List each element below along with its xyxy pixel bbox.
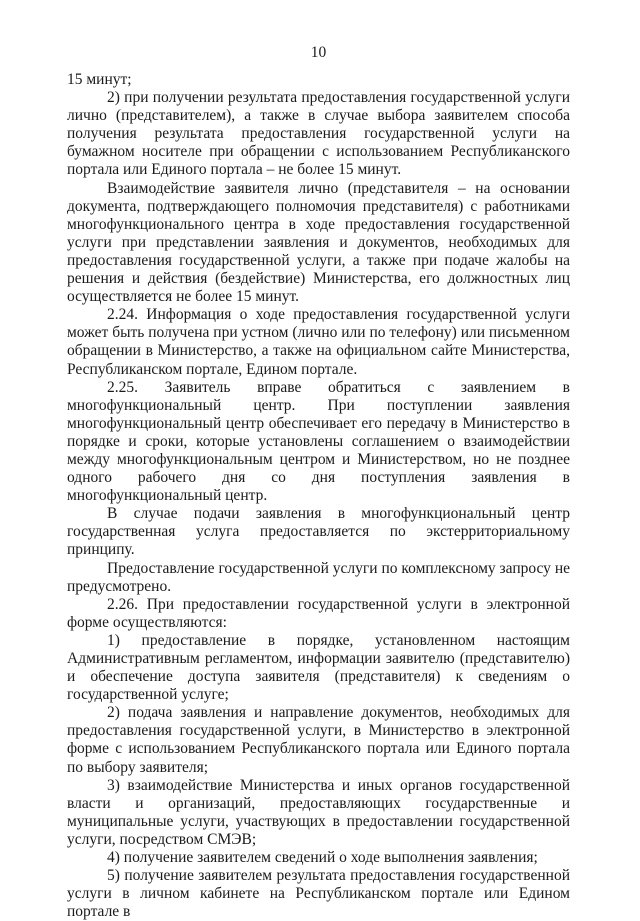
paragraph-p-cont: 15 минут; xyxy=(67,71,132,88)
paragraph-p-interaction: Взаимодействие заявителя лично (представителя – на основании документа, подтверждающего полномочия представителя) с работниками многофункционального центра в ходе предоставления государственной услуги при представлении заявления и документов, необходимых для предоставления государственной услуги, а также при подаче жалобы на решения и действия (бездействие) Министерства, его должностных лиц осуществляется не более 15 минут. xyxy=(67,179,570,306)
paragraph-p-2-24: 2.24. Информация о ходе предоставления государственной услуги может быть получена при устном (лично или по телефону) или письменном обращении в Министерство, а также на официальном сайте Министерства, Республиканском портале, Едином портале. xyxy=(67,306,570,378)
paragraph-p-2-25: 2.25. Заявитель вправе обратиться с заявлением в многофункциональный центр. При поступлении заявления многофункциональный центр обеспечивает его передачу в Министерство в порядке и сроки, которые установлены соглашением о взаимодействии между многофункциональным центром и Министерством, но не позднее одного рабочего дня со дня поступления заявления в многофункциональный центр. xyxy=(67,378,570,505)
paragraph-p-item-4: 4) получение заявителем сведений о ходе выполнения заявления; xyxy=(107,849,538,867)
paragraph-p-item-1: 1) предоставление в порядке, установленном настоящим Административным регламентом, информации заявителю (представителю) и обеспечение доступа заявителя (представителя) к сведениям о государственной услуге; xyxy=(67,631,570,704)
paragraph-p-extraterritorial: В случае подачи заявления в многофункциональный центр государственная услуга предоставляется по экстерриториальному принципу. xyxy=(67,505,570,559)
paragraph-p-item-5: 5) получение заявителем результата предоставления государственной услуги в личном кабинете на Республиканском портале или Едином портале в xyxy=(67,867,570,921)
document-body xyxy=(67,71,570,921)
paragraph-p-item-3: 3) взаимодействие Министерства и иных органов государственной власти и организаций, предоставляющих государственные и муниципальные услуги, участвующих в предоставлении государственной услуги, посредством СМЭВ; xyxy=(67,776,570,848)
paragraph-p-2: 2) при получении результата предоставления государственной услуги лично (представителем), а также в случае выбора заявителем способа получения результата предоставления государственной услуги на бумажном носителе при обращении с использованием Республиканского портала или Единого портала – не более 15 минут. xyxy=(67,89,570,179)
page-number: 10 xyxy=(310,44,327,61)
paragraph-p-2-26: 2.26. При предоставлении государственной услуги в электронной форме осуществляются: xyxy=(67,595,570,631)
paragraph-p-complex: Предоставление государственной услуги по комплексному запросу не предусмотрено. xyxy=(67,559,570,595)
paragraph-p-item-2: 2) подача заявления и направление документов, необходимых для предоставления государственной услуги, в Министерство в электронной форме с использованием Республиканского портала или Единого портала по выбору заявителя; xyxy=(67,704,570,776)
document-page xyxy=(67,0,570,921)
